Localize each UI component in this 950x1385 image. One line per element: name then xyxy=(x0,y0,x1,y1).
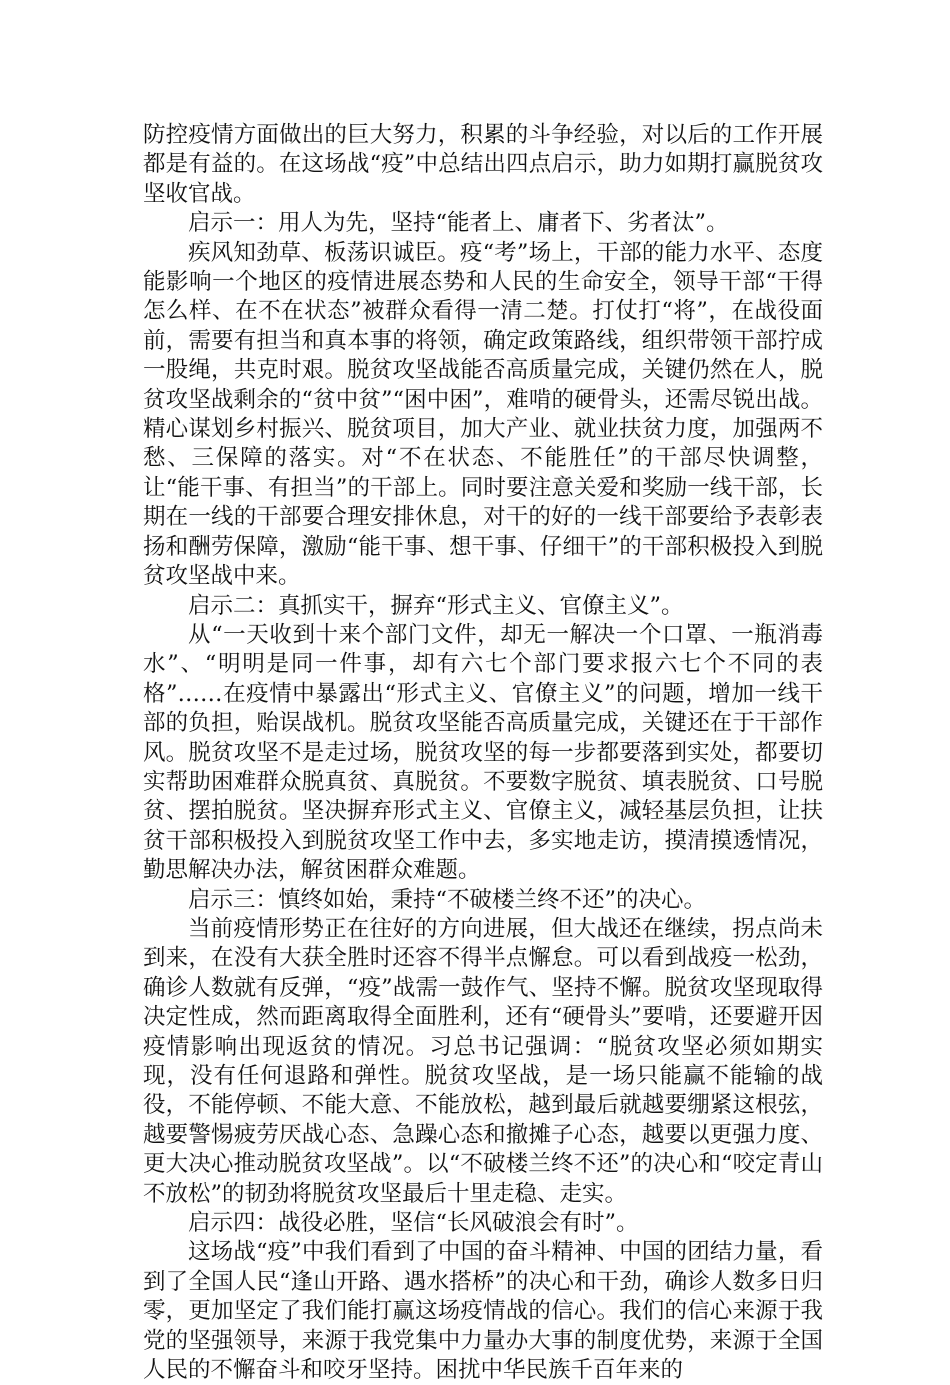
paragraph-insight-three: 当前疫情形势正在往好的方向进展，但大战还在继续，拐点尚未到来，在没有大获全胜时还容不得半点懈怠。可以看到战疫一松劲，确诊人数就有反弹，“疫”战需一鼓作气、坚持不懈。脱贫攻坚现取得决定性成，然而距离取得全面胜利，还有“硬骨头”要啃，还要避开因疫情影响出现返贫的情况。习总书记强调：“脱贫攻坚必须如期实现，没有任何退路和弹性。脱贫攻坚战，是一场只能赢不能输的战役，不能停顿、不能大意、不能放松，越到最后就越要绷紧这根弦，越要警惕疲劳厌战心态、急躁心态和撤摊子心态，越要以更强力度、更大决心推动脱贫攻坚战”。以“不破楼兰终不还”的决心和“咬定青山不放松”的韧劲将脱贫攻坚最后十里走稳、走实。 xyxy=(143,915,823,1207)
heading-insight-one: 启示一：用人为先，坚持“能者上、庸者下、劣者汰”。 xyxy=(188,210,729,237)
paragraph-insight-one: 疾风知劲草、板荡识诚臣。疫“考”场上，干部的能力水平、态度能影响一个地区的疫情进展态势和人民的生命安全，领导干部“干得怎么样、在不在状态”被群众看得一清二楚。打仗打“将”，在战役面前，需要有担当和真本事的将领，确定政策路线，组织带领干部拧成一股绳，共克时艰。脱贫攻坚战能否高质量完成，关键仍然在人，脱贫攻坚战剩余的“贫中贫”“困中困”，难啃的硬骨头，还需尽锐出战。精心谋划乡村振兴、脱贫项目，加大产业、就业扶贫力度，加强两不愁、三保障的落实。对“不在状态、不能胜任”的干部尽快调整，让“能干事、有担当”的干部上。同时要注意关爱和奖励一线干部，长期在一线的干部要合理安排休息，对干的好的一线干部要给予表彰表扬和酬劳保障，激励“能干事、想干事、仔细干”的干部积极投入到脱贫攻坚战中来。 xyxy=(143,239,823,590)
heading-insight-four: 启示四：战役必胜，坚信“长风破浪会有时”。 xyxy=(188,1210,639,1237)
heading-insight-three: 启示三：慎终如始，秉持“不破楼兰终不还”的决心。 xyxy=(188,886,707,913)
heading-insight-two: 启示二：真抓实干，摒弃“形式主义、官僚主义”。 xyxy=(188,592,684,619)
paragraph-intro: 防控疫情方面做出的巨大努力，积累的斗争经验，对以后的工作开展都是有益的。在这场战“疫”中总结出四点启示，助力如期打赢脱贫攻坚收官战。 xyxy=(143,122,823,207)
document-body xyxy=(143,121,823,1385)
paragraph-insight-two: 从“一天收到十来个部门文件，却无一解决一个口罩、一瓶消毒水”、“明明是同一件事，却有六七个部门要求报六七个不同的表格”……在疫情中暴露出“形式主义、官僚主义”的问题，增加一线干部的负担，贻误战机。脱贫攻坚能否高质量完成，关键还在于干部作风。脱贫攻坚不是走过场，脱贫攻坚的每一步都要落到实处，都要切实帮助困难群众脱真贫、真脱贫。不要数字脱贫、填表脱贫、口号脱贫、摆拍脱贫。坚决摒弃形式主义、官僚主义，减轻基层负担，让扶贫干部积极投入到脱贫攻坚工作中去，多实地走访，摸清摸透情况，勤思解决办法，解贫困群众难题。 xyxy=(143,621,823,884)
paragraph-insight-four: 这场战“疫”中我们看到了中国的奋斗精神、中国的团结力量，看到了全国人民“逢山开路、遇水搭桥”的决心和干劲，确诊人数多日归零，更加坚定了我们能打赢这场疫情战的信心。我们的信心来源于我党的坚强领导，来源于我党集中力量办大事的制度优势，来源于全国人民的不懈奋斗和咬牙坚持。困扰中华民族千百年来的 xyxy=(143,1239,823,1384)
